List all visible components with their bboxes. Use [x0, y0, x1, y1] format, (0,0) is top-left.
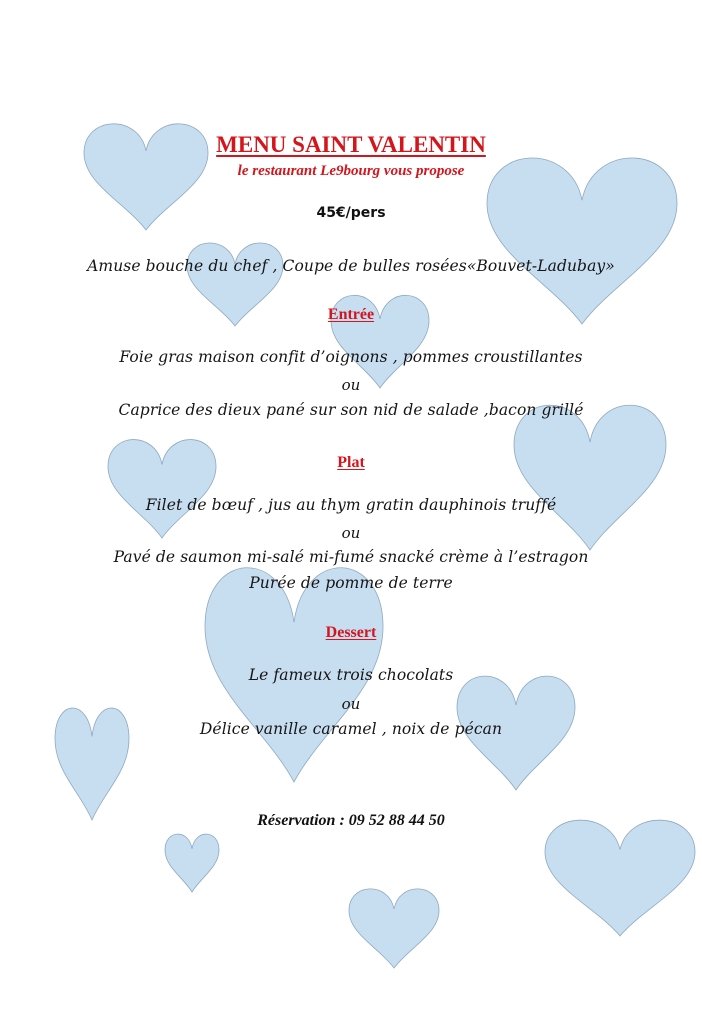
amuse-bouche-line: Amuse bouche du chef , Coupe de bulles rosées«Bouvet-Ladubay»	[87, 257, 615, 275]
entree-option-2: Caprice des dieux pané sur son nid de salade ,bacon grillé	[118, 401, 584, 419]
plat-heading: Plat	[337, 454, 365, 471]
menu-title: MENU SAINT VALENTIN	[216, 132, 486, 157]
restaurant-subtitle: le restaurant Le9bourg vous propose	[237, 163, 465, 179]
dessert-option-2: Délice vanille caramel , noix de pécan	[199, 720, 503, 738]
plat-option-2: Pavé de saumon mi-salé mi-fumé snacké crème à l’estragon	[113, 548, 589, 566]
dessert-heading: Dessert	[325, 624, 377, 641]
price-per-person: 45€/pers	[316, 205, 386, 221]
reservation-phone: Réservation : 09 52 88 44 50	[257, 812, 445, 829]
dessert-option-1: Le fameux trois chocolats	[248, 666, 454, 684]
entree-heading: Entrée	[327, 306, 375, 323]
entree-option-1: Foie gras maison confit d’oignons , pommes croustillantes	[119, 348, 583, 366]
entree-or: ou	[341, 376, 361, 394]
plat-or: ou	[341, 524, 361, 542]
plat-option-1: Filet de bœuf , jus au thym gratin dauphinois truffé	[145, 496, 557, 514]
plat-option-2-side: Purée de pomme de terre	[249, 574, 453, 592]
dessert-or: ou	[341, 695, 361, 713]
